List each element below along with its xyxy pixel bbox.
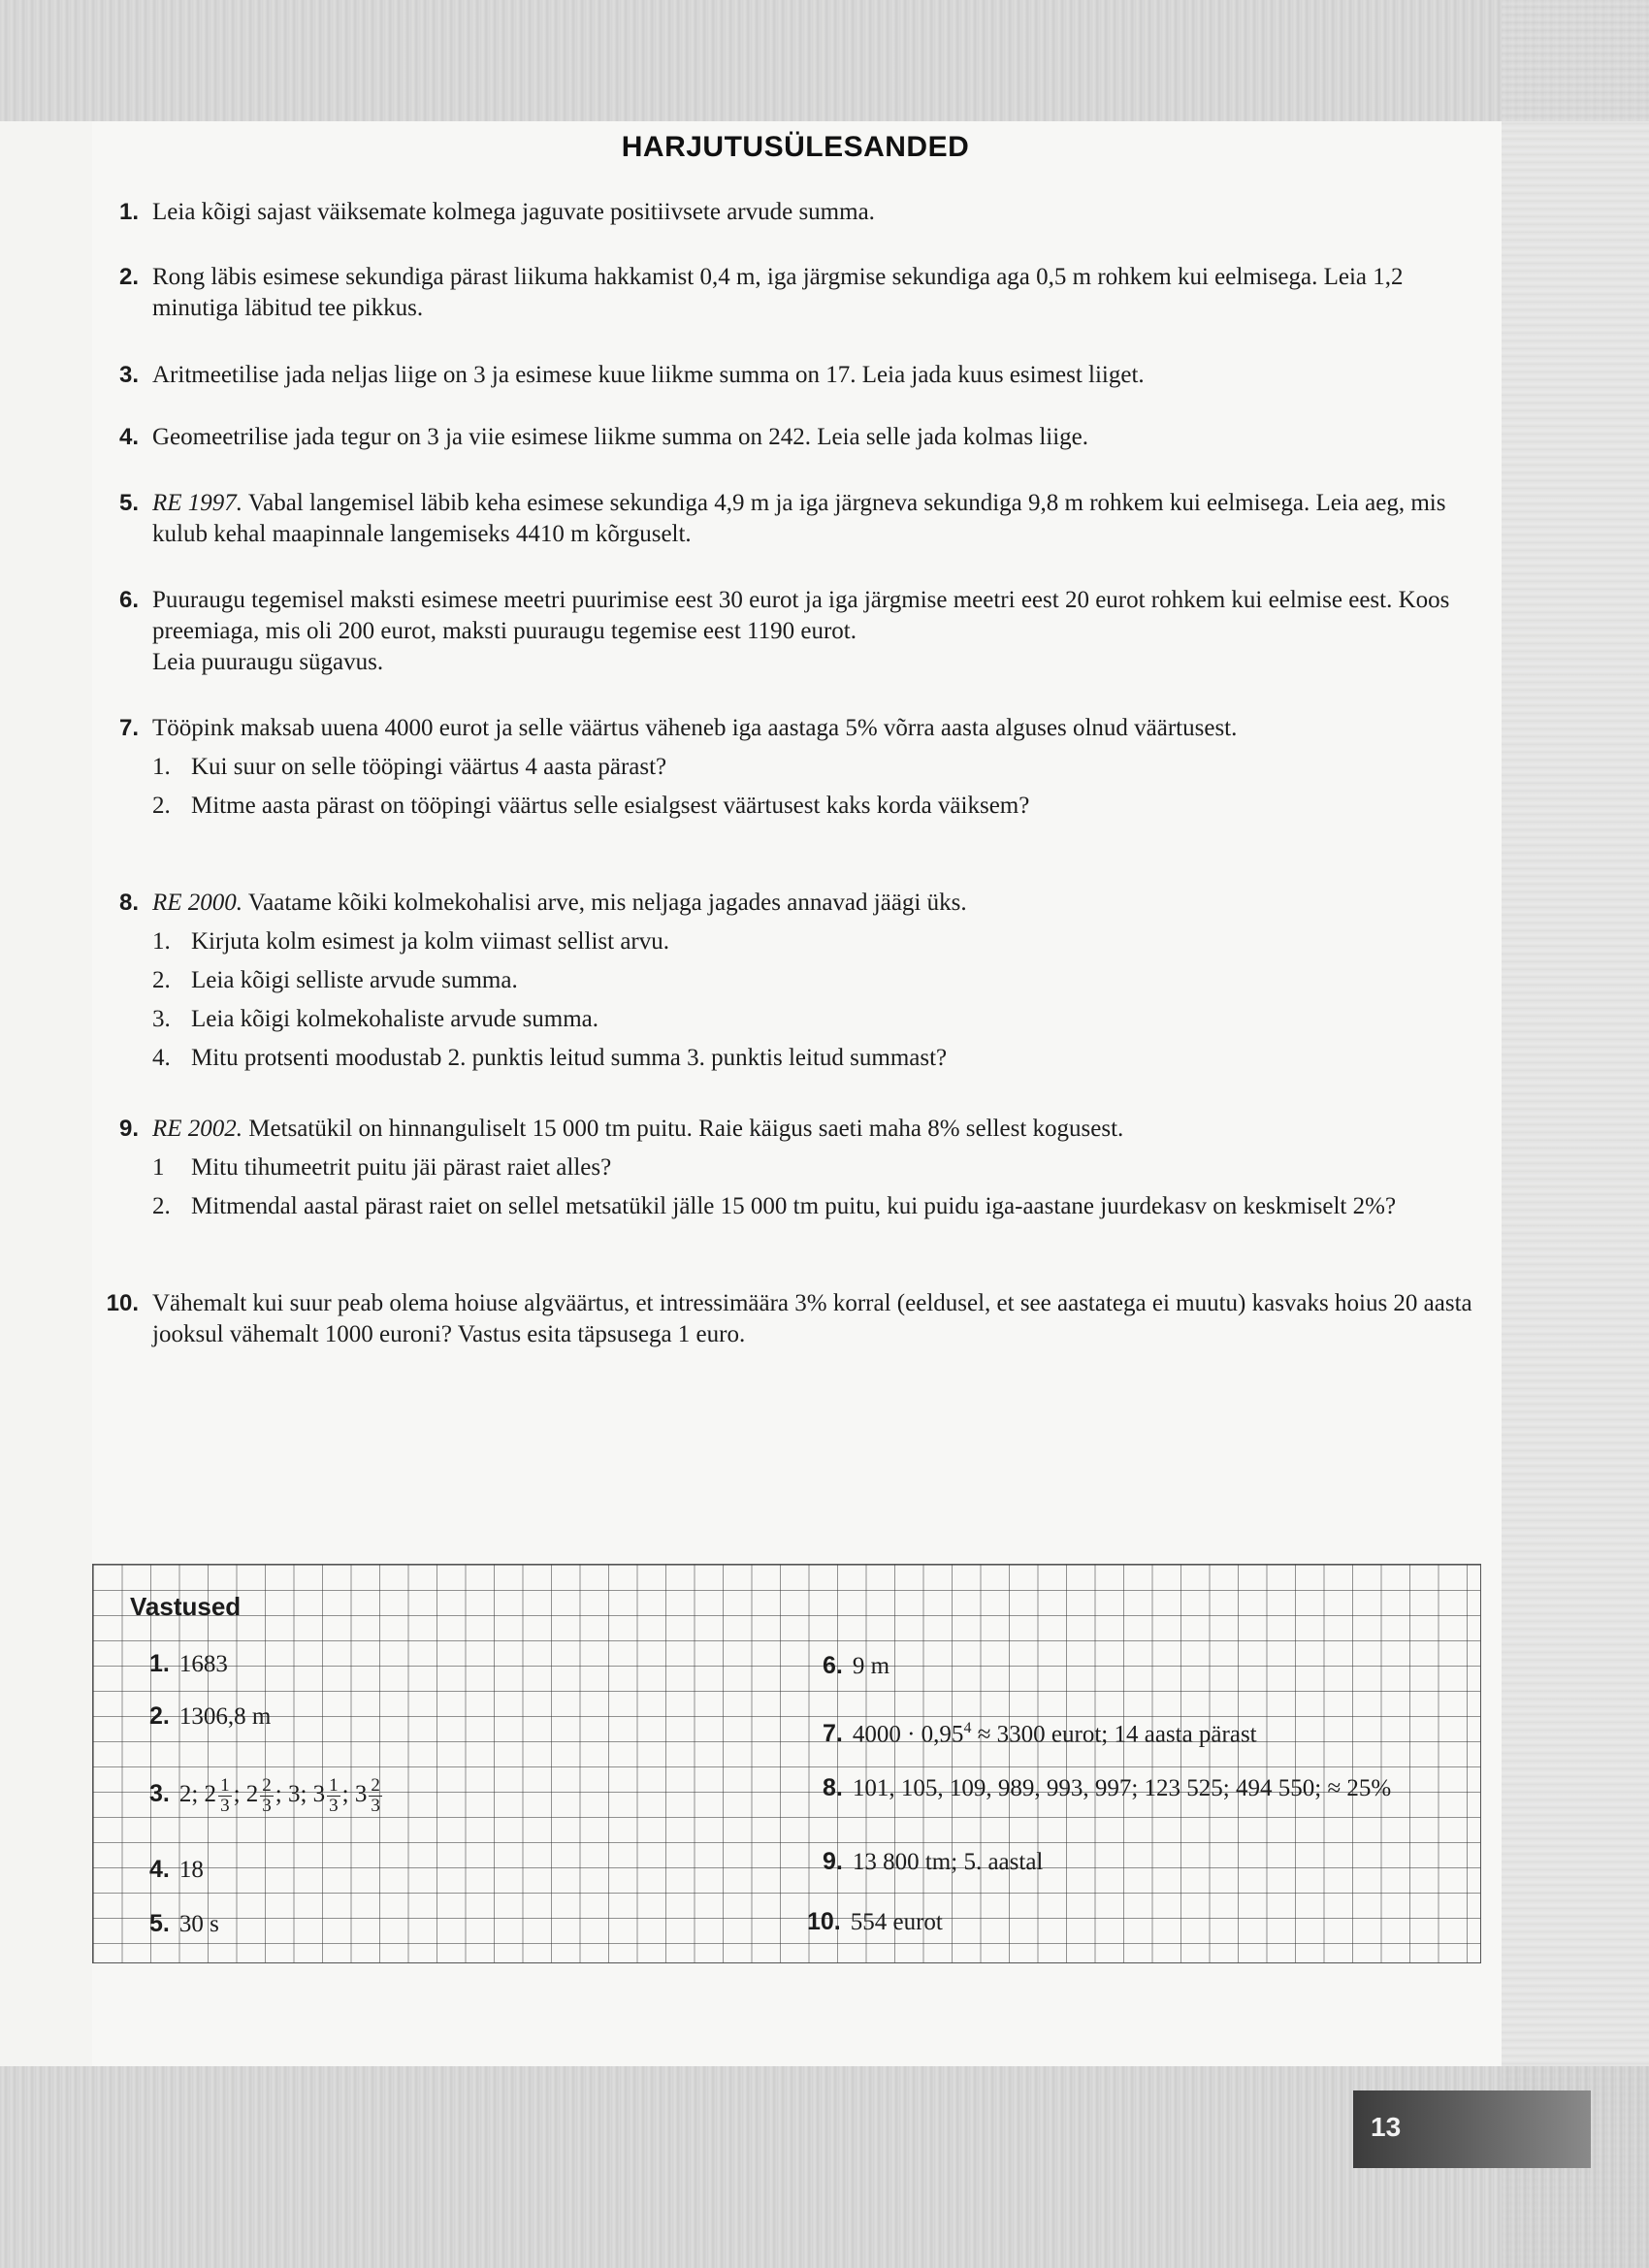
answer-7 xyxy=(823,1720,1257,1748)
fraction-numerator: 2 xyxy=(371,1775,380,1796)
subtask xyxy=(152,791,1489,822)
fraction xyxy=(218,1776,232,1816)
answer-8 xyxy=(823,1774,1391,1802)
subtask xyxy=(152,965,1489,996)
subtask-number: 2. xyxy=(152,967,171,993)
answer-text: 9 m xyxy=(852,1653,890,1679)
answer-number: 4. xyxy=(149,1856,170,1883)
answer-text: ; 2 xyxy=(233,1781,259,1808)
subtask-number: 1 xyxy=(152,1154,165,1181)
subtask-text: Mitmendal aastal pärast raiet on sellel metsatükil jälle 15 000 tm puitu, kui puidu iga-aastane juurdekasv on keskmiselt 2%? xyxy=(191,1193,1397,1219)
subtask-number: 2. xyxy=(152,1193,171,1219)
subtask xyxy=(152,1004,1489,1035)
task-2 xyxy=(92,262,1489,324)
page-number: 13 xyxy=(1371,2112,1402,2142)
subtask-text: Kui suur on selle tööpingi väärtus 4 aasta pärast? xyxy=(191,754,667,780)
task-text: Tööpink maksab uuena 4000 eurot ja selle väärtus väheneb iga aastaga 5% võrra aasta alguses olnud väärtusest. xyxy=(152,715,1238,741)
answer-text: 1306,8 m xyxy=(178,1703,272,1730)
page-heading: HARJUTUSÜLESANDED xyxy=(621,131,970,163)
answer-text: 30 s xyxy=(178,1911,219,1937)
task-9 xyxy=(92,1114,1489,1222)
subtask-text: Leia kõigi selliste arvude summa. xyxy=(191,967,518,993)
subtask-text: Leia kõigi kolmekohaliste arvude summa. xyxy=(191,1006,599,1032)
answer-9 xyxy=(823,1848,1043,1876)
answer-number: 7. xyxy=(823,1720,843,1748)
task-text: Leia kõigi sajast väiksemate kolmega jaguvate positiivsete arvude summa. xyxy=(152,199,875,225)
task-text: Vaatame kõiki kolmekohalisi arve, mis neljaga jagades annavad jäägi üks. xyxy=(247,890,967,916)
answer-text: 554 eurot xyxy=(850,1909,943,1935)
answer-2 xyxy=(149,1702,271,1731)
task-number: 4. xyxy=(118,424,139,450)
subtask-number: 4. xyxy=(152,1045,171,1071)
task-text: Rong läbis esimese sekundiga pärast liikuma hakkamist 0,4 m, iga järgmise sekundiga aga 0,5 m rohkem kui eelmisega. Leia 1,2 minutiga läbitud tee pikkus. xyxy=(152,264,1404,321)
subtask xyxy=(152,752,1489,783)
page-number-tab xyxy=(1353,2090,1591,2168)
fraction-numerator: 2 xyxy=(262,1775,272,1796)
answer-text: 2; 2 xyxy=(178,1781,217,1808)
answer-number: 2. xyxy=(149,1702,170,1730)
answer-1 xyxy=(149,1650,228,1678)
answer-exponent: 4 xyxy=(963,1720,972,1736)
subtask-number: 1. xyxy=(152,928,171,955)
task-3 xyxy=(92,360,1489,391)
task-number: 3. xyxy=(118,362,139,388)
subtask xyxy=(152,926,1489,957)
answer-4 xyxy=(149,1856,204,1884)
answer-10 xyxy=(807,1908,943,1936)
task-text: Aritmeetilise jada neljas liige on 3 ja esimese kuue liikme summa on 17. Leia jada kuus esimest liiget. xyxy=(152,362,1145,388)
subtask xyxy=(152,1043,1489,1074)
task-text: Puuraugu tegemisel maksti esimese meetri puurimise eest 30 eurot ja iga järgmise meetri eest 20 eurot rohkem kui eelmise eest. Koos preemiaga, mis oli 200 eurot, maksti puuraugu tegemise eest 1190 eurot. xyxy=(152,587,1450,644)
fraction xyxy=(369,1776,382,1816)
fraction-numerator: 1 xyxy=(329,1775,339,1796)
task-text: Vabal langemisel läbib keha esimese sekundiga 4,9 m ja iga järgneva sekundiga 9,8 m rohkem kui eelmisega. Leia aeg, mis kulub kehal maapinnale langemiseks 4410 m kõrguselt. xyxy=(152,490,1446,547)
subtask-text: Mitu tihumeetrit puitu jäi pärast raiet alles? xyxy=(191,1154,612,1181)
task-source: RE 2000. xyxy=(152,890,243,916)
task-5 xyxy=(92,488,1489,550)
task-source: RE 1997. xyxy=(152,490,243,516)
answer-3 xyxy=(149,1776,384,1816)
subtask-text: Mitu protsenti moodustab 2. punktis leitud summa 3. punktis leitud summast? xyxy=(191,1045,948,1071)
answer-text: 4000 · 0,95 xyxy=(852,1721,964,1748)
subtask xyxy=(152,1191,1489,1222)
task-1 xyxy=(92,197,1489,228)
answers-title: Vastused xyxy=(130,1592,242,1621)
task-number: 7. xyxy=(118,715,139,741)
answer-6 xyxy=(823,1652,889,1680)
answer-text: 18 xyxy=(178,1857,204,1883)
task-8 xyxy=(92,888,1489,1074)
answer-text: ; 3; 3 xyxy=(275,1781,326,1808)
fraction xyxy=(260,1776,274,1816)
task-7 xyxy=(92,713,1489,822)
fraction-denominator: 3 xyxy=(220,1796,230,1816)
task-number: 6. xyxy=(118,587,139,613)
answer-text: 101, 105, 109, 989, 993, 997; 123 525; 494 550; ≈ 25% xyxy=(852,1775,1392,1801)
answer-number: 8. xyxy=(823,1774,843,1801)
answer-number: 10. xyxy=(807,1908,841,1935)
fraction-denominator: 3 xyxy=(262,1796,272,1816)
task-6 xyxy=(92,585,1489,678)
answer-number: 9. xyxy=(823,1848,843,1875)
answer-text: ≈ 3300 eurot; 14 aasta pärast xyxy=(971,1721,1257,1748)
task-text: Geomeetrilise jada tegur on 3 ja viie esimese liikme summa on 242. Leia selle jada kolmas liige. xyxy=(152,424,1089,450)
task-text: Metsatükil on hinnanguliselt 15 000 tm puitu. Raie käigus saeti maha 8% sellest kogusest. xyxy=(248,1116,1124,1142)
fraction-denominator: 3 xyxy=(371,1796,380,1816)
answer-text: 13 800 tm; 5. aastal xyxy=(852,1849,1044,1875)
scan-border-right xyxy=(1502,0,1649,2268)
answer-text: 1683 xyxy=(178,1651,228,1677)
subtask-number: 3. xyxy=(152,1006,171,1032)
answers-grid xyxy=(92,1564,1481,1963)
subtask-number: 2. xyxy=(152,793,171,819)
task-number: 1. xyxy=(118,199,139,225)
scan-border-top xyxy=(0,0,1649,121)
task-4 xyxy=(92,422,1489,453)
fraction xyxy=(327,1776,340,1816)
fraction-denominator: 3 xyxy=(329,1796,339,1816)
task-number: 9. xyxy=(118,1116,139,1142)
task-text-line2: Leia puuraugu sügavus. xyxy=(152,649,384,675)
answer-5 xyxy=(149,1910,219,1938)
task-number: 10. xyxy=(106,1290,139,1316)
answer-number: 1. xyxy=(149,1650,170,1677)
answer-number: 5. xyxy=(149,1910,170,1937)
task-number: 5. xyxy=(118,490,139,516)
subtask-text: Mitme aasta pärast on tööpingi väärtus selle esialgsest väärtusest kaks korda väiksem? xyxy=(191,793,1030,819)
task-10 xyxy=(92,1288,1489,1350)
task-source: RE 2002. xyxy=(152,1116,243,1142)
subtask-text: Kirjuta kolm esimest ja kolm viimast sellist arvu. xyxy=(191,928,669,955)
subtask xyxy=(152,1152,1489,1183)
fraction-numerator: 1 xyxy=(220,1775,230,1796)
answer-text: ; 3 xyxy=(341,1781,368,1808)
answer-number: 6. xyxy=(823,1652,843,1679)
answer-number: 3. xyxy=(149,1780,170,1808)
task-number: 2. xyxy=(118,264,139,290)
subtask-number: 1. xyxy=(152,754,171,780)
task-text: Vähemalt kui suur peab olema hoiuse algväärtus, et intressimäära 3% korral (eeldusel, et see aastatega ei muutu) kasvaks hoius 20 aasta jooksul vähemalt 1000 euroni? Vastus esita täpsusega 1 euro. xyxy=(152,1290,1472,1347)
task-number: 8. xyxy=(118,890,139,916)
